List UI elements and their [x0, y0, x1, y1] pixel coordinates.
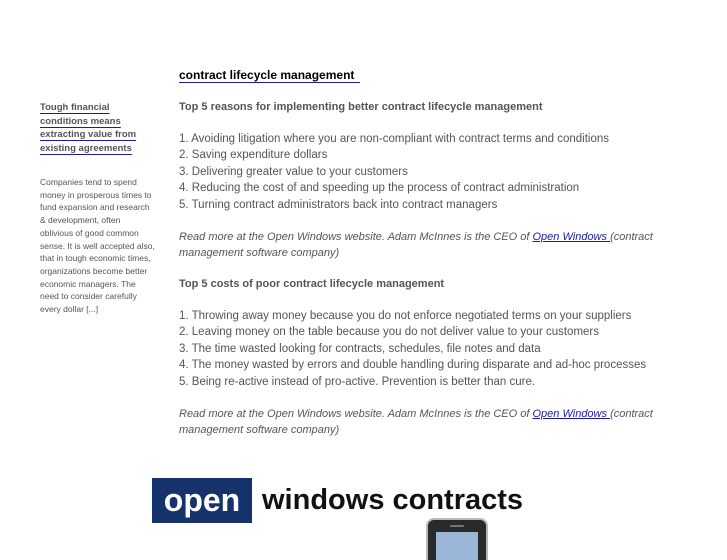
- open-windows-logo: open: [152, 478, 252, 523]
- section-heading-costs: Top 5 costs of poor contract lifecycle management: [179, 278, 445, 291]
- phone-icon: [426, 518, 488, 560]
- phone-screen: [436, 532, 478, 560]
- read-more-suffix: (contract management software company): [179, 408, 653, 437]
- main-content: [179, 66, 679, 438]
- open-windows-link[interactable]: Open Windows: [532, 231, 611, 244]
- read-more-text: Read more at the Open Windows website. Adam McInnes is the CEO of: [179, 408, 533, 421]
- read-more-suffix: (contract management software company): [179, 231, 653, 260]
- list-item: 2. Leaving money on the table because you do not deliver value to your customers: [179, 326, 600, 339]
- list-item: 2. Saving expenditure dollars: [179, 149, 328, 162]
- list-item: 5. Being re-active instead of pro-active. Prevention is better than cure.: [179, 375, 536, 388]
- sidebar-title-line: existing agreements: [40, 142, 132, 154]
- list-item: 1. Avoiding litigation where you are non-compliant with contract terms and conditions: [179, 133, 609, 145]
- reasons-list: [179, 131, 679, 213]
- list-item: 4. Reducing the cost of and speeding up the process of contract administration: [179, 182, 580, 195]
- read-more-note: [179, 406, 679, 438]
- page-title-link[interactable]: contract lifecycle management: [179, 68, 360, 83]
- sidebar-excerpt: Companies tend to spend money in prosperous times to fund expansion and research & development, often oblivious of good common sense. It is well accepted also, that in tough economic times, organizations become better economic managers. The need to consider carefully every dollar [...]: [40, 177, 155, 315]
- read-more-note: [179, 229, 679, 261]
- sidebar: [40, 101, 155, 316]
- read-more-text: Read more at the Open Windows website. Adam McInnes is the CEO of: [179, 231, 533, 244]
- sidebar-title-line: Tough financial: [40, 102, 110, 113]
- sidebar-title-link[interactable]: [40, 101, 155, 155]
- list-item: 5. Turning contract administrators back into contract managers: [179, 198, 498, 211]
- phone-speaker: [450, 525, 464, 527]
- costs-list: [179, 308, 679, 390]
- list-item: 4. The money wasted by errors and double handling during disparate and ad-hoc processes: [179, 359, 647, 372]
- list-item: 3. Delivering greater value to your customers: [179, 165, 408, 178]
- banner-logo-text: windows contracts: [262, 484, 524, 516]
- sidebar-title-line: extracting value from: [40, 129, 137, 140]
- open-windows-link[interactable]: Open Windows: [532, 408, 611, 421]
- sidebar-title-line: conditions means: [40, 115, 121, 127]
- list-item: 1. Throwing away money because you do not enforce negotiated terms on your suppliers: [179, 310, 632, 323]
- section-heading-reasons: Top 5 reasons for implementing better contract lifecycle management: [179, 101, 543, 113]
- list-item: 3. The time wasted looking for contracts, schedules, file notes and data: [179, 342, 541, 355]
